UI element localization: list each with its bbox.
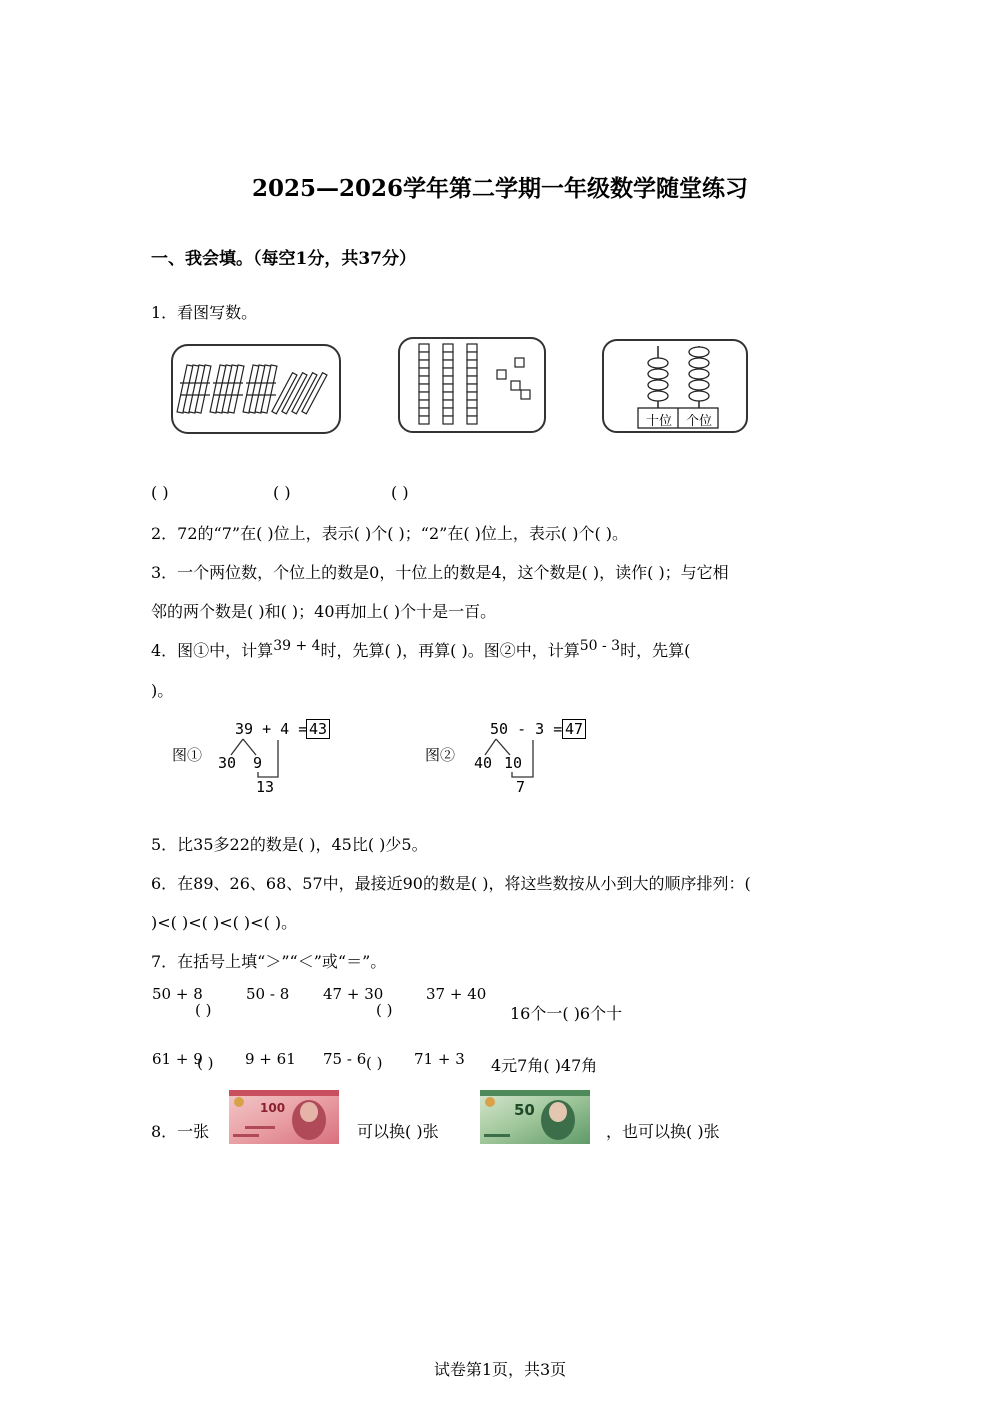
q4-text-c: 时，先算(	[620, 641, 691, 660]
q7-r1-blank1: ( )	[195, 1001, 212, 1019]
abacus-ones-label: 个位	[685, 414, 712, 429]
question-3-line2: 邻的两个数是( )和( )；40再加上( )个十是一百。	[151, 602, 497, 621]
page-footer: 试卷第1页，共3页	[433, 1360, 567, 1379]
q4-expr-2: 50 - 3	[579, 638, 621, 654]
banknote-100-denomination: 100	[260, 1101, 286, 1115]
q7-r1-b: 50 - 8	[246, 985, 290, 1003]
page-title: 2025—2026学年第二学期一年级数学随堂练习	[251, 175, 749, 202]
figure-2-right: 10	[504, 754, 523, 772]
figure-2-bottom: 7	[516, 778, 526, 796]
figure-1-top: 39 + 4 =	[235, 720, 308, 738]
q7-r1-blank2: ( )	[376, 1001, 393, 1019]
question-3-line1: 3．一个两位数，个位上的数是0，十位上的数是4，这个数是( )，读作( )；与它相	[151, 563, 729, 582]
section-heading: 一、我会填。（每空1分，共37分）	[151, 249, 416, 269]
answer-blank-1: ( )	[151, 483, 169, 502]
q7-r1-a: 50 + 8	[152, 985, 203, 1003]
q7-r2-blank1: ( )	[197, 1054, 214, 1072]
figure-2-result: 47	[562, 719, 586, 739]
q7-r1-d: 37 + 40	[426, 985, 487, 1003]
question-8-a: 8．一张	[151, 1122, 210, 1141]
question-8-c: ，也可以换( )张	[606, 1122, 720, 1141]
question-6-line2: )<( )<( )<( )<( )。	[151, 913, 298, 932]
question-4-line2: )。	[151, 681, 174, 700]
q7-r2-blank2: ( )	[366, 1054, 383, 1072]
q4-text-a: 4．图①中，计算	[151, 641, 274, 660]
q7-r2-b: 9 + 61	[245, 1050, 296, 1068]
q7-r1-e: 16个一( )6个十	[510, 1004, 623, 1023]
answer-blank-3: ( )	[391, 483, 409, 502]
q7-r1-c: 47 + 30	[323, 985, 384, 1003]
figure-1-bottom: 13	[256, 778, 275, 796]
figure-2-top: 50 - 3 =	[490, 720, 563, 738]
figure-1-left: 30	[218, 754, 237, 772]
figure-1-result: 43	[306, 719, 330, 739]
question-6-line1: 6．在89、26、68、57中，最接近90的数是( )，将这些数按从小到大的顺序排列：(	[151, 874, 751, 893]
banknote-50-image	[480, 1090, 590, 1144]
question-1: 1．看图写数。	[151, 303, 258, 322]
figure-1-right: 9	[253, 754, 263, 772]
abacus-tens-label: 十位	[645, 414, 672, 429]
q7-r2-c: 75 - 6	[323, 1050, 367, 1068]
question-5: 5．比35多22的数是( )，45比( )少5。	[151, 835, 428, 854]
question-7: 7．在括号上填“＞”“＜”或“＝”。	[151, 952, 387, 971]
q7-r2-d: 71 + 3	[414, 1050, 465, 1068]
banknote-100-image	[229, 1090, 339, 1144]
figure-2-left: 40	[474, 754, 493, 772]
question-8-b: 可以换( )张	[357, 1122, 439, 1141]
answer-blank-2: ( )	[273, 483, 291, 502]
question-2: 2．72的“7”在( )位上，表示( )个( )；“2”在( )位上，表示( )个( )。	[151, 524, 629, 543]
q4-text-b: 时，先算( )，再算( )。图②中，计算	[320, 641, 580, 660]
q4-expr-1: 39 + 4	[273, 638, 321, 654]
figure-1-label: 图①	[172, 746, 203, 764]
q7-r2-a: 61 + 9	[152, 1050, 203, 1068]
q7-r2-e: 4元7角( )47角	[491, 1056, 598, 1075]
figure-2-label: 图②	[425, 746, 456, 764]
banknote-50-denomination: 50	[514, 1101, 535, 1119]
